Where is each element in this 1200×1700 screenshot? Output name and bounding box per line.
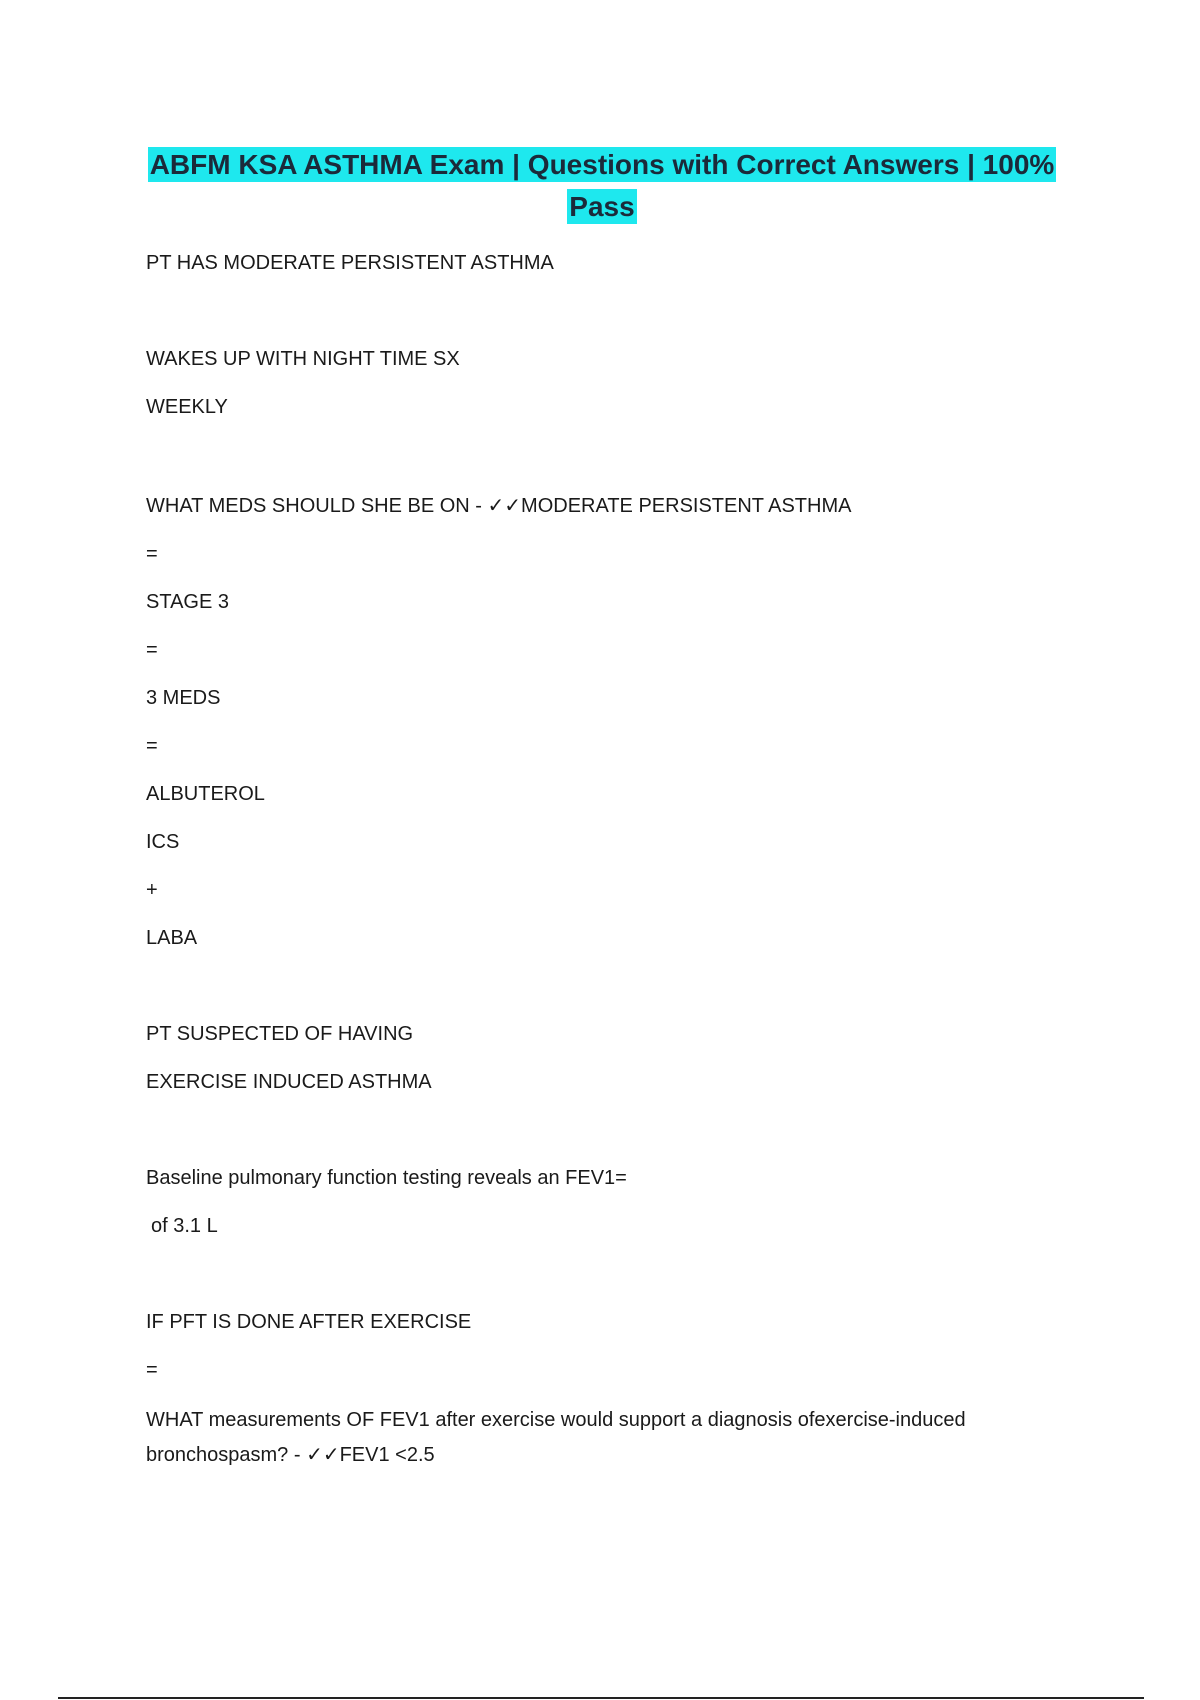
document-title [146, 144, 1058, 228]
text-line: PT SUSPECTED OF HAVING [146, 1023, 414, 1045]
final-question: WHAT measurements OF FEV1 after exercise would support a diagnosis ofexercise-induced bronchospasm? - ✓✓FEV1 <2.5 [146, 1409, 966, 1466]
text-line: WAKES UP WITH NIGHT TIME SX [146, 348, 460, 370]
text-line: WEEKLY [146, 396, 228, 418]
text-line: = [146, 735, 158, 757]
text-line: = [146, 543, 158, 565]
text-line: STAGE 3 [146, 591, 229, 613]
text-line: = [146, 639, 158, 661]
text-line: EXERCISE INDUCED ASTHMA [146, 1071, 432, 1093]
text-line: LABA [146, 927, 198, 949]
text-line: of 3.1 L [151, 1215, 218, 1237]
text-line: Baseline pulmonary function testing reveals an FEV1= [146, 1167, 627, 1189]
text-line: = [146, 1359, 158, 1381]
text-line: 3 MEDS [146, 687, 221, 709]
text-line: IF PFT IS DONE AFTER EXERCISE [146, 1311, 472, 1333]
text-line: ICS [146, 831, 180, 853]
text-line: + [146, 879, 158, 901]
text-line: ALBUTEROL [146, 783, 265, 805]
title-line-2: Pass [569, 191, 635, 222]
title-line-1: ABFM KSA ASTHMA Exam | Questions with Correct Answers | 100% [149, 149, 1055, 180]
footer-divider [58, 1697, 1144, 1699]
text-line: WHAT MEDS SHOULD SHE BE ON - ✓✓MODERATE PERSISTENT ASTHMA [146, 495, 852, 517]
text-line: PT HAS MODERATE PERSISTENT ASTHMA [146, 252, 554, 274]
